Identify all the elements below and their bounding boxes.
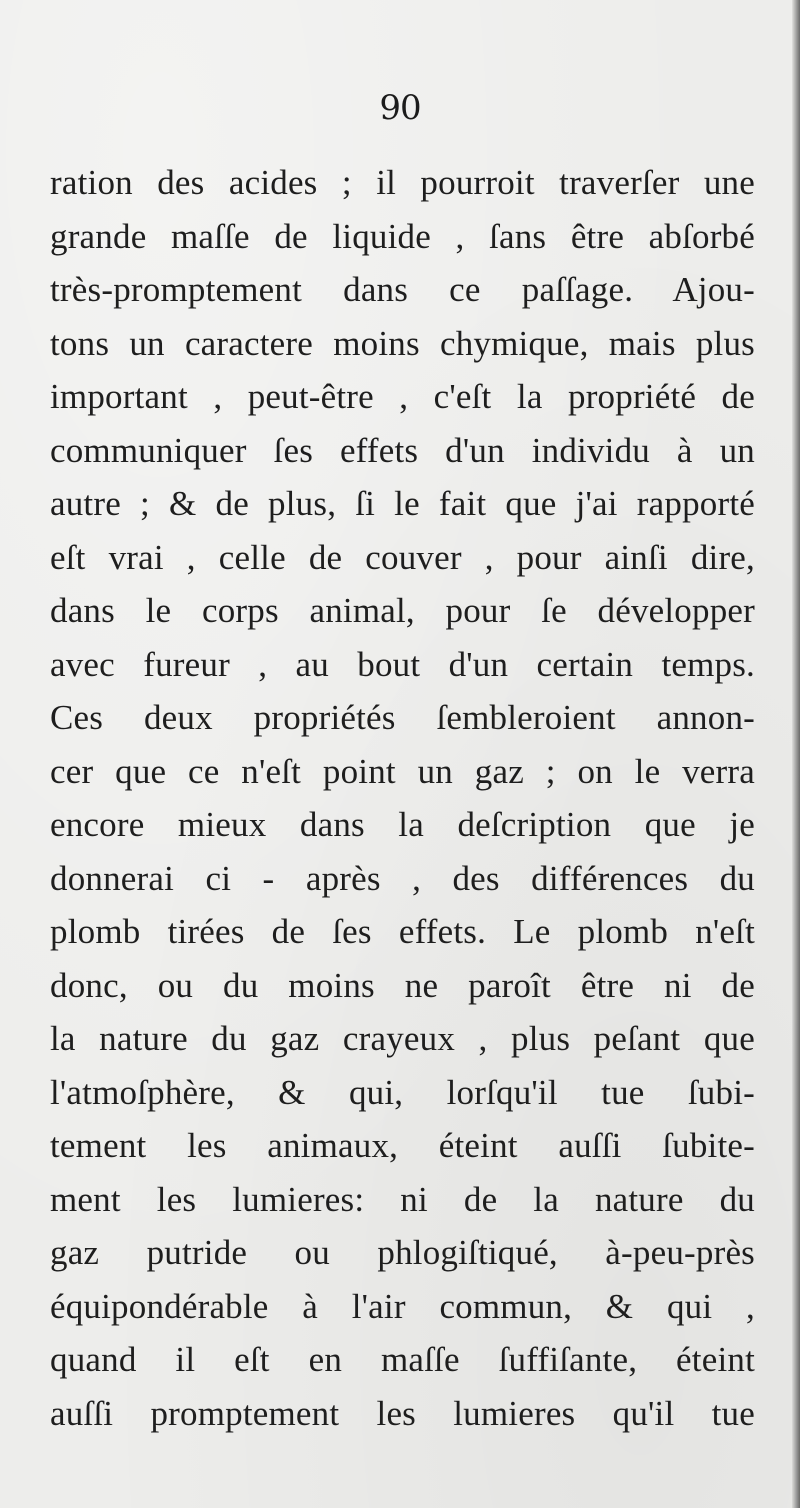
body-text bbox=[50, 156, 755, 1440]
text-line: important , peut-être , c'eſt la propriété de bbox=[50, 377, 755, 416]
text-line: dans le corps animal, pour ſe développer bbox=[50, 591, 755, 630]
text-line: avec fureur , au bout d'un certain temps. bbox=[50, 644, 755, 684]
text-line: donc, ou du moins ne paroît être ni de bbox=[50, 965, 755, 1005]
text-line: ment les lumieres: ni de la nature du bbox=[50, 1179, 755, 1219]
text-line: Ces deux propriétés ſembleroient annon- bbox=[50, 698, 755, 737]
text-line: plomb tirées de ſes effets. Le plomb n'eſt bbox=[50, 912, 755, 951]
text-line: tons un caractere moins chymique, mais plus bbox=[50, 323, 755, 363]
text-line: très-promptement dans ce paſſage. Ajou- bbox=[50, 270, 755, 309]
text-line: ration des acides ; il pourroit traverſer une bbox=[50, 163, 755, 202]
page-number: 90 bbox=[379, 88, 421, 128]
text-line: la nature du gaz crayeux , plus peſant que bbox=[50, 1019, 755, 1058]
text-line: l'atmoſphère, & qui, lorſqu'il tue ſubi- bbox=[50, 1072, 755, 1112]
text-line: quand il eſt en maſſe ſuffiſante, éteint bbox=[50, 1340, 755, 1379]
text-line: tement les animaux, éteint auſſi ſubite- bbox=[50, 1126, 755, 1165]
text-line: gaz putride ou phlogiſtiqué, à-peu-près bbox=[50, 1233, 755, 1272]
text-line: cer que ce n'eſt point un gaz ; on le verra bbox=[50, 751, 755, 791]
text-line: encore mieux dans la deſcription que je bbox=[50, 805, 755, 844]
text-line: auſſi promptement les lumieres qu'il tue bbox=[50, 1393, 755, 1433]
text-line: donnerai ci - après , des différences du bbox=[50, 858, 755, 898]
text-line: communiquer ſes effets d'un individu à un bbox=[50, 430, 755, 470]
text-line: grande maſſe de liquide , ſans être abſorbé bbox=[50, 216, 755, 256]
text-line: autre ; & de plus, ſi le fait que j'ai rapporté bbox=[50, 484, 755, 523]
text-line: eſt vrai , celle de couver , pour ainſi dire, bbox=[50, 537, 755, 577]
text-line: équipondérable à l'air commun, & qui , bbox=[50, 1286, 755, 1326]
